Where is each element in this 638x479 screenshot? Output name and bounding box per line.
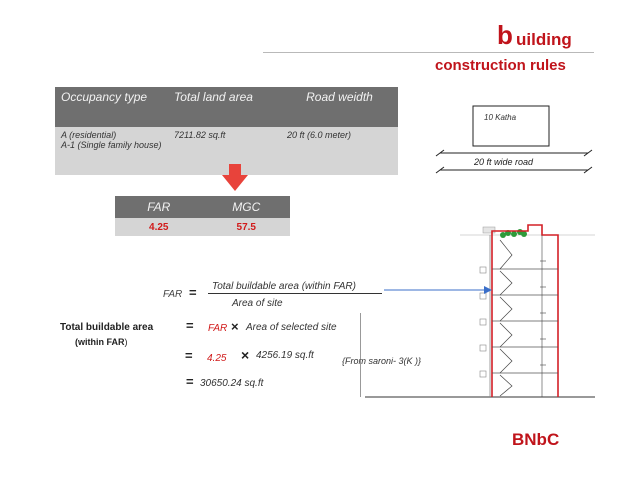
- cell-road-width: 20 ft (6.0 meter): [281, 127, 398, 175]
- calc-result: 30650.24 sq.ft: [200, 378, 264, 389]
- far-mgc-table: [115, 196, 290, 236]
- site-plan: [436, 106, 592, 173]
- header-far: FAR: [115, 196, 203, 218]
- calc-equals: =: [186, 318, 194, 333]
- calc-far-term: FAR: [208, 323, 228, 334]
- title-initial: b: [497, 20, 513, 50]
- formula-denominator: Area of site: [232, 298, 283, 309]
- header-road-width: Road weidth: [281, 87, 398, 127]
- title-text: uilding: [516, 30, 572, 49]
- calc-equals-3: =: [186, 374, 194, 389]
- cell-total-land-area: 7211.82 sq.ft: [168, 127, 281, 175]
- calc-times-sign: ×: [231, 319, 239, 334]
- cell-far-value: 4.25: [115, 218, 203, 236]
- fraction-bar: [208, 293, 382, 294]
- brand-logo: BNbC: [512, 430, 560, 449]
- calc-far-value: 4.25: [207, 353, 227, 364]
- road-label: 20 ft wide road: [474, 157, 534, 167]
- calc-label: Total buildable area: [60, 322, 154, 333]
- calc-label-sub: [75, 337, 128, 347]
- down-arrow-icon: [222, 164, 248, 192]
- occupancy-table: [55, 87, 398, 175]
- header-mgc: MGC: [203, 196, 291, 218]
- calc-area-term: Area of selected site: [246, 322, 337, 333]
- calc-source-note: {From saroni- 3(K )}: [342, 356, 422, 366]
- header-occupancy-type: Occupancy type: [55, 87, 168, 127]
- building-drawings: [360, 85, 600, 405]
- building-section: [360, 225, 595, 397]
- plot-label: 10 Katha: [484, 113, 517, 122]
- cell-mgc-value: 57.5: [203, 218, 291, 236]
- calc-times-sign-2: ×: [241, 347, 250, 363]
- calc-label-sub-close: ): [124, 337, 128, 347]
- pointer-arrow-icon: [384, 283, 494, 297]
- calc-label-sub-open: (within FAR: [75, 337, 125, 347]
- formula-far-label: FAR: [163, 289, 183, 300]
- subtitle: construction rules: [435, 57, 566, 74]
- calc-area-value: 4256.19 sq.ft: [256, 350, 314, 361]
- header-divider: [263, 52, 594, 53]
- calc-equals-2: =: [185, 348, 193, 363]
- formula-equals: =: [189, 285, 197, 300]
- header-total-land-area: Total land area: [168, 87, 281, 127]
- cell-occupancy-type: A (residential) A-1 (Single family house): [55, 127, 168, 175]
- formula-numerator: Total buildable area (within FAR): [212, 281, 356, 292]
